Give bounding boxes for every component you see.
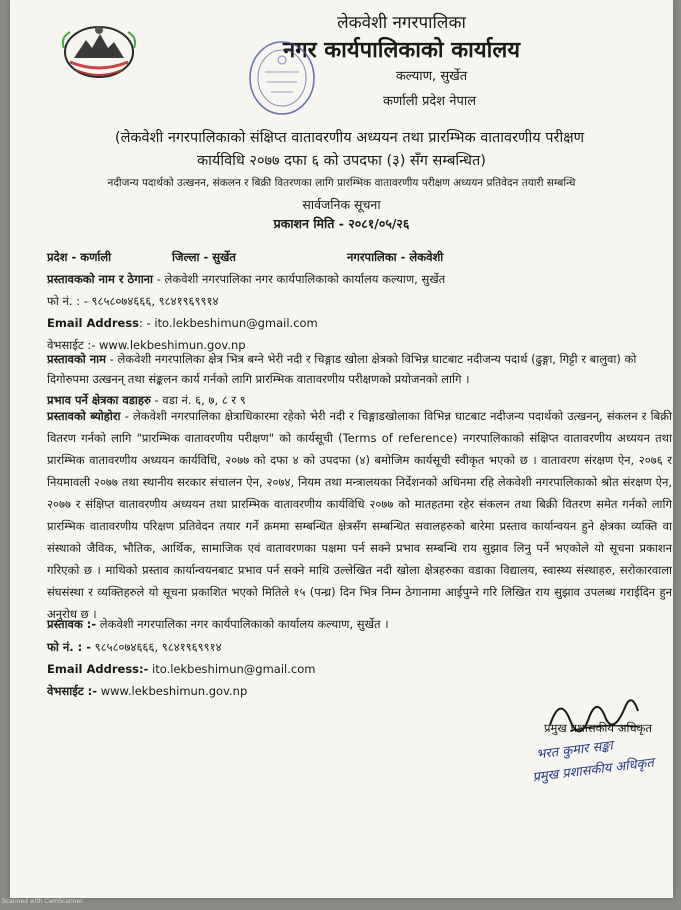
phone-value: ९८५८०७४६६६, ९८४१९६९९१४ <box>87 294 219 308</box>
municipality-name: लेकवेशी नगरपालिका <box>337 13 466 33</box>
signature-icon <box>540 685 650 745</box>
district-field: जिल्ला - सुर्खेत <box>172 250 236 264</box>
office-stamp-icon <box>247 38 317 120</box>
scanner-watermark: Scanned with CamScanner <box>2 898 83 905</box>
notice-page <box>10 0 673 898</box>
footer-phone-row <box>47 640 222 655</box>
proposal-label: प्रस्तावको नाम <box>47 352 106 366</box>
footer-proposer-row <box>47 617 389 632</box>
proposer-label: प्रस्तावकको नाम र ठेगाना <box>47 272 154 286</box>
details-text: - लेकवेशी नगरपालिका क्षेत्राधिकारमा रहेको भेरी नदी र चिङ्गाडखोलाका विभिन्न घाटबाट नदीजन्य पदार्थको उत्खनन्, संकलन र बिक्री वितरण गर्नको लागि "प्रारम्भिक वातावरणीय परीक्षण" को कार्यसूची (Terms of reference) नगरपालिकाको संक्षिप्त वातावरणीय अध्ययन तथा प्रारम्भिक वातावरणीय अध्ययन कार्यविधि, २०७७ को दफा ४ को उपदफा (४) बमोजिम कार्यसूची स्वीकृत भएको छ । वातावरण संरक्षण ऐन, २०७६ र नियमावली २०७७ तथा स्थानीय सरकार संचालन ऐन, २०७४, नियम तथा मन्त्रालयका निर्देशनको अधिनमा रहि लेकवेशी नगरपालिकाको श्रोत संरक्षण ऐन, २०७७ र संक्षिप्त वातावरणीय अध्ययन तथा प्रारम्भिक वातावरणीय कार्यविधि २०७७ को मातहतमा रहेर संकलन तथा बिक्री वितरण समेत गर्नको लागि प्रारम्भिक वातावरणीय परिक्षण प्रतिवेदन तयार गर्ने क्रममा सम्बन्धित क्षेत्रसँग सम्बन्धित सवालहरुको बारेमा प्रस्ताव कार्यान्वयन हुने क्षेत्रका व्यक्ति वा संस्थाको जैविक, भौतिक, आर्थिक, सामाजिक एवं वातावरणका पक्षमा पर्न सक्ने प्रभाव सम्बन्धि राय सुझाव लिनु पर्ने भएकोले यो सूचना प्रकाशन गरिएको छ । माथिको प्रस्ताव कार्यान्वयनबाट प्रभाव पर्न सक्ने माथि उल्लेखित नदी खोला क्षेत्रहरुका वडाका विद्यालय, स्वास्थ्य संस्थाहरु, सरोकारवाला संघसंस्था र व्यक्तिहरुले यो सूचना प्रकाशित भएको मितिले १५ (पन्ध्र) दिन भित्र निम्न ठेगानामा आईपुग्ने गरि लिखित राय सुझाव उपलब्ध गराईदिन हुन अनुरोध छ । <box>47 409 672 621</box>
footer-email-label: Email Address:- <box>47 662 149 676</box>
web-value: www.lekbeshimun.gov.np <box>95 338 246 352</box>
notice-subject: नदीजन्य पदार्थको उत्खनन, संकलन र बिक्री वितरणका लागि प्रारम्भिक वातावरणीय परीक्षण अध्ययन प्रतिवेदन तयारी सम्बन्धि <box>107 177 576 189</box>
subject-line-2: कार्यविधि २०७७ दफा ६ को उपदफा (३) सँग सम्बन्धित) <box>197 153 486 169</box>
proposal-text: - लेकवेशी नगरपालिका क्षेत्र भित्र बग्ने भेरी नदी र चिङ्गाड खोला क्षेत्रको विभिन्न घाटबाट नदीजन्य पदार्थ (ढुङ्गा, गिट्टी र बालुवा) को दिगोरुपमा उत्खनन् तथा संङ्कलन कार्य गर्नको लागि प्रारम्भिक वातावरणीय परीक्षणको प्रयोजनको लागि । <box>47 352 637 386</box>
details-paragraph <box>47 405 672 625</box>
footer-phone-value: ९८५८०७४६६६, ९८४१९६९९१४ <box>90 640 222 654</box>
details-label: प्रस्तावको ब्योहोरा <box>47 409 121 423</box>
location-row <box>47 250 443 265</box>
proposal-paragraph <box>47 349 672 389</box>
proposer-value: - लेकवेशी नगरपालिका नगर कार्यपालिकाको कार्यालय कल्याण, सुर्खेत <box>153 272 446 286</box>
signatory-handwritten-name: भरत कुमार सङ्का <box>535 738 614 763</box>
footer-proposer-value: लेकवेशी नगरपालिका नगर कार्यपालिकाको कार्यालय कल्याण, सुर्खेत । <box>96 617 389 631</box>
web-label: वेभसाईट :- <box>47 338 96 352</box>
footer-email-value: ito.lekbeshimun@gmail.com <box>148 662 316 676</box>
email-label: Email Address <box>47 316 140 330</box>
municipality-field: नगरपालिका - लेकवेशी <box>347 250 444 264</box>
proposer-name-row <box>47 272 445 287</box>
affected-label: प्रभाव पर्ने क्षेत्रका वडाहरु <box>47 393 151 407</box>
proposer-phone-row <box>47 294 218 309</box>
signatory-handwritten-title: प्रमुख प्रशासकीय अधिकृत <box>531 755 655 786</box>
footer-proposer-label: प्रस्तावक :- <box>47 617 97 631</box>
footer-phone-label: फो नं. : - <box>47 640 91 654</box>
subject-line-1: (लेकवेशी नगरपालिकाको संक्षिप्त वातावरणीय अध्ययन तथा प्रारम्भिक वातावरणीय परीक्षण <box>114 130 585 146</box>
footer-email-row <box>47 662 315 676</box>
footer-web-value: www.lekbeshimun.gov.np <box>97 684 248 698</box>
province-name: कर्णाली प्रदेश नेपाल <box>382 94 477 109</box>
publication-date: प्रकाशन मिति - २०८१/०५/२६ <box>273 216 410 231</box>
signatory-title: प्रमुख प्रशासकीय अधिकृत <box>544 721 652 735</box>
proposer-email-row <box>47 316 318 330</box>
footer-web-row <box>47 684 247 699</box>
footer-web-label: वेभसाईट :- <box>47 684 98 698</box>
affected-value: - वडा नं. ६, ७, ८ र ९ <box>150 393 246 407</box>
email-value: : - ito.lekbeshimun@gmail.com <box>139 316 318 330</box>
phone-label: फो नं. : - <box>47 294 88 308</box>
province-field: प्रदेश - कर्णाली <box>47 250 112 264</box>
notice-heading: सार्वजनिक सूचना <box>302 197 381 212</box>
office-location: कल्याण, सुर्खेत <box>395 69 468 84</box>
office-name: नगर कार्यपालिकाको कार्यालय <box>283 38 520 63</box>
